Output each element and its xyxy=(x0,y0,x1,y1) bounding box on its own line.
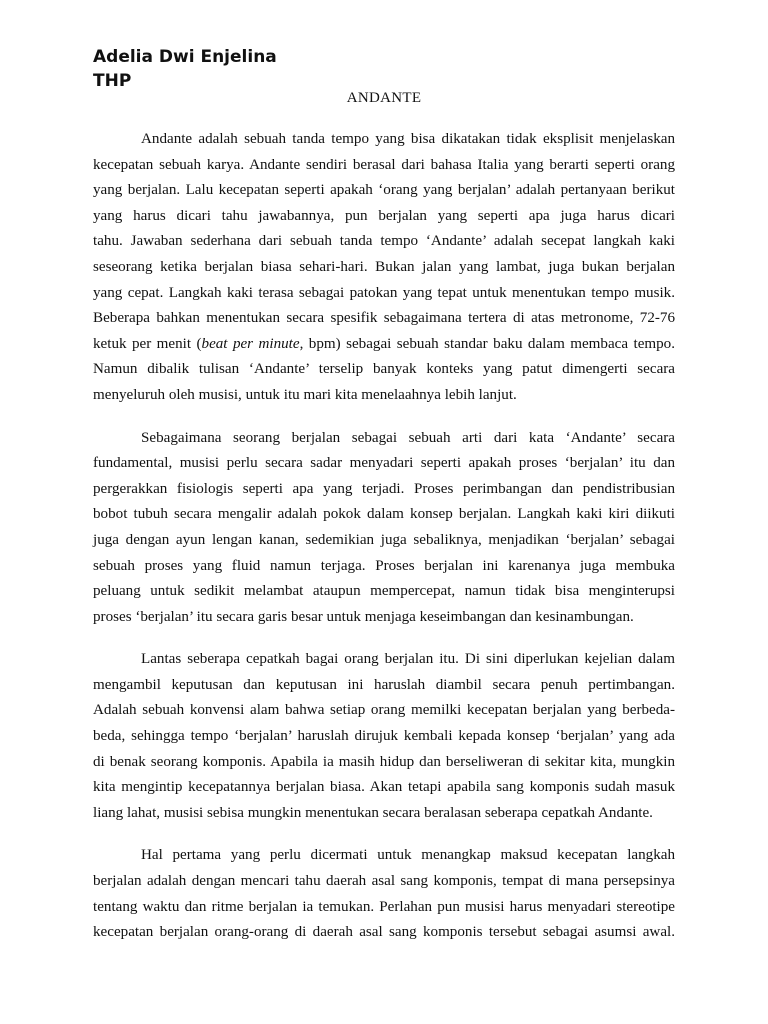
text-line: di benak seorang komponis. Apabila ia masih hidup dan berseliweran di sekitar kita, mungkin xyxy=(93,753,675,770)
text-line: yang berjalan. Lalu kecepatan seperti apakah ‘orang yang berjalan’ adalah pertanyaan berikut xyxy=(93,182,675,199)
text-line: proses ‘berjalan’ itu secara garis besar untuk menjaga keseimbangan dan kesinambungan. xyxy=(93,608,634,625)
text-line: kita mengintip kecepatannya berjalan biasa. Akan tetapi apabila sang komponis sudah masuk xyxy=(93,779,675,796)
text-line-mixed xyxy=(93,332,675,358)
text-line: berjalan adalah dengan mencari tahu daerah asal sang komponis, tempat di mana persepsinya xyxy=(93,873,675,890)
text-line: Hal pertama yang perlu dicermati untuk menangkap maksud kecepatan langkah xyxy=(141,847,675,864)
author-block xyxy=(93,45,277,93)
text-line: beda, sehingga tempo ‘berjalan’ haruslah dirujuk kembali kepada konsep ‘berjalan’ yang ada xyxy=(93,728,675,745)
paragraph-3 xyxy=(93,647,675,826)
text-line: Lantas seberapa cepatkah bagai orang berjalan itu. Di sini diperlukan kejelian dalam xyxy=(141,651,675,668)
text-line: sebuah proses yang fluid namun terjaga. Proses berjalan ini karenanya juga membuka xyxy=(93,557,675,574)
text-line: kecepatan berjalan orang-orang di daerah asal sang komponis tersebut sebagai asumsi awal. xyxy=(93,924,675,941)
text-line: kecepatan sebuah karya. Andante sendiri berasal dari bahasa Italia yang berarti seperti orang xyxy=(93,156,675,173)
text-line: Andante adalah sebuah tanda tempo yang bisa dikatakan tidak eksplisit menjelaskan xyxy=(141,131,675,147)
text-line: peluang untuk sedikit melambat ataupun mempercepat, namun tidak bisa menginterupsi xyxy=(93,583,675,600)
text-line: Namun dibalik tulisan ‘Andante’ terselip banyak konteks yang patut dimengerti secara xyxy=(93,361,675,378)
text-line: Adalah sebuah konvensi alam bahwa setiap orang memilki kecepatan berjalan yang berbeda- xyxy=(93,702,675,719)
document-title: ANDANTE xyxy=(346,90,422,106)
document-body xyxy=(93,127,675,946)
text-line: fundamental, musisi perlu secara sadar menyadari seperti apakah proses ‘berjalan’ itu dan xyxy=(93,455,675,472)
author-program: THP xyxy=(93,71,132,91)
text-line: tahu. Jawaban sederhana dari sebuah tanda tempo ‘Andante’ adalah secepat langkah kaki xyxy=(93,233,675,250)
text-line: bobot tubuh secara mengalir adalah pokok dalam konsep berjalan. Langkah kaki kiri diikuti xyxy=(93,506,675,523)
text-line: yang cepat. Langkah kaki terasa sebagai patokan yang tepat untuk menentukan tempo musik. xyxy=(93,284,675,301)
text-line: tentang waktu dan ritme berjalan ia temukan. Perlahan pun musisi harus menyadari stereotipe xyxy=(93,898,675,915)
text-line: menyeluruh oleh musisi, untuk itu mari kita menelaahnya lebih lanjut. xyxy=(93,386,517,403)
text-line: Sebagaimana seorang berjalan sebagai sebuah arti dari kata ‘Andante’ secara xyxy=(141,429,675,446)
text-segment: ketuk per menit ( xyxy=(93,335,202,352)
text-line: juga dengan ayun lengan kanan, sedemikian juga sebaliknya, menjadikan ‘berjalan’ sebagai xyxy=(93,531,675,548)
text-segment: , bpm) sebagai sebuah standar baku dalam membaca tempo. xyxy=(299,335,676,352)
text-line: yang harus dicari tahu jawabannya, pun berjalan yang seperti apa juga harus dicari xyxy=(93,207,675,224)
text-line: mengambil keputusan dan keputusan ini haruslah diambil secara penuh pertimbangan. xyxy=(93,676,675,693)
paragraph-4 xyxy=(93,843,675,945)
italic-phrase: beat per minute xyxy=(201,335,300,352)
text-line: pergerakkan fisiologis seperti apa yang terjadi. Proses perimbangan dan pendistribusian xyxy=(93,480,675,497)
paragraph-1 xyxy=(93,127,675,409)
text-line: seseorang ketika berjalan biasa sehari-hari. Bukan jalan yang lambat, juga bukan berjalan xyxy=(93,258,675,275)
text-line: Beberapa bahkan menentukan secara spesifik sebagaimana tertera di atas metronome, 72-76 xyxy=(93,310,675,327)
author-name: Adelia Dwi Enjelina xyxy=(93,47,277,67)
paragraph-2 xyxy=(93,426,675,631)
text-line: liang lahat, musisi sebisa mungkin menentukan secara beralasan seberapa cepatkah Andante. xyxy=(93,804,653,821)
